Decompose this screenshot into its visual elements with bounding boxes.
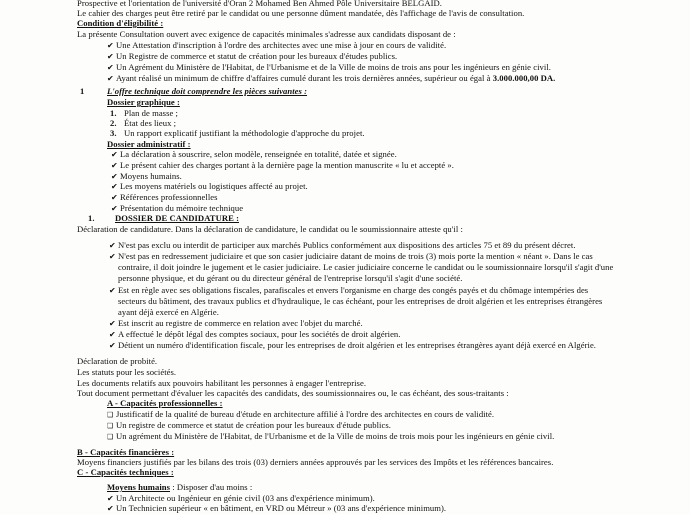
check-icon: ✔ [107, 52, 114, 61]
eligibility-item: ✔ Ayant réalisé un minimum de chiffre d'affaires cumulé durant les trois dernières années, supérieur ou égal à 3.000.000,00 DA. [107, 73, 556, 83]
candidature-item: ✔ A effectué le dépôt légal des comptes sociaux, pour les sociétés de droit algérien. [109, 329, 401, 339]
check-icon: ✔ [107, 74, 114, 83]
intro-line-2: Le cahier des charges peut être retiré par le candidat ou une personne dûment mandatée, dès l'affichage de l'avis de consultation. [77, 8, 525, 18]
candidature-heading: 1. DOSSIER DE CANDIDATURE : [88, 213, 239, 223]
candidature-item: ✔ N'est pas en redressement judiciaire et que son casier judiciaire datant de moins de trois (3) mois porte la mention « néant ». Dans le cas [109, 251, 593, 261]
human-item: ✔ Un Technicien supérieur « en bâtiment, en VRD ou Métreur » (03 ans d'expérience minimum). [107, 503, 447, 513]
candidature-item: ✔ Détient un numéro d'identification fiscale, pour les entreprises de droit algérien et les entreprises étrangères ayant déjà exercé en Algérie. [109, 340, 597, 350]
graphic-item: 3. Un rapport explicatif justifiant la méthodologie d'approche du projet. [110, 128, 365, 138]
admin-item: ✔ Présentation du mémoire technique [111, 203, 244, 213]
check-icon: ✔ [109, 252, 116, 261]
check-icon: ✔ [107, 41, 114, 50]
check-icon: ✔ [111, 204, 118, 213]
check-icon: ✔ [109, 341, 116, 350]
professional-item: ❑ Un agrément du Ministère de l'Habitat, de l'Urbanisme et de la Ville de moins de trois mois pour les ingénieurs en génie civil. [107, 431, 555, 441]
turnover-amount: 3.000.000,00 DA. [492, 73, 556, 83]
checkbox-icon: ❑ [107, 411, 114, 419]
human-means-heading: Moyens humains : Disposer d'au moins : [107, 482, 253, 492]
admin-item: ✔ La déclaration à souscrire, selon modèle, renseignée en totalité, datée et signée. [111, 149, 397, 159]
human-item: ✔ Un Architecte ou Ingénieur en génie civil (03 ans d'expérience minimum). [107, 493, 375, 503]
check-icon: ✔ [109, 241, 116, 250]
candidature-item-continued: ayant déjà exercé en Algérie. [118, 307, 219, 317]
candidature-item-continued: contraire, il doit joindre le jugement et le casier judiciaire. Le casier judiciaire concerne le candidat ou le soumissionnaire lorsqu'il s'agit d'une [118, 262, 614, 272]
powers-line: Les documents relatifs aux pouvoirs habilitant les personnes à engager l'entreprise. [77, 378, 367, 388]
admin-item: ✔ Les moyens matériels ou logistiques affecté au projet. [111, 181, 308, 191]
eligibility-item: ✔ Un Agrément du Ministère de l'Habitat, de l'Urbanisme et de la Ville de moins de trois ans pour les ingénieurs en génie civil. [107, 62, 551, 72]
admin-title: Dossier administratif : [107, 139, 191, 149]
checkbox-icon: ❑ [107, 433, 114, 441]
eligibility-heading: Condition d'éligibilité : [77, 18, 164, 28]
candidature-item: ✔ N'est pas exclu ou interdit de participer aux marchés Publics conformément aux dispositions des articles 75 et 89 du présent décret. [109, 240, 576, 250]
eligibility-item: ✔ Une Attestation d'inscription à l'ordre des architectes avec une mise à jour en cours de validité. [107, 40, 447, 50]
offer-heading: 1 L'offre technique doit comprendre les pièces suivantes : [80, 86, 308, 96]
candidature-item-continued: secteurs du bâtiment, des travaux publics et d'hydraulique, le cas échéant, pour les entreprises de droit algérien et les entreprises étrangères [118, 296, 603, 306]
check-icon: ✔ [107, 63, 114, 72]
probity-line: Déclaration de probité. [77, 356, 158, 366]
admin-item: ✔ Le présent cahier des charges portant à la dernière page la mention manuscrite « lu et accepté ». [111, 160, 454, 170]
professional-item: ❑ Justificatif de la qualité de bureau d'étude en architecture affilié à l'ordre des architectes en cours de validité. [107, 409, 495, 419]
check-icon: ✔ [111, 150, 118, 159]
capacities-technical-title: C - Capacités techniques : [77, 467, 174, 477]
capacities-financial-title: B - Capacités financières : [77, 447, 175, 457]
graphic-item: 2. État des lieux ; [110, 118, 177, 128]
candidature-item: ✔ Est en règle avec ses obligations fiscales, parafiscales et envers l'organisme en charge des congés payés et du chômage intempéries des [109, 285, 589, 295]
check-icon: ✔ [111, 161, 118, 170]
admin-item: ✔ Références professionnelles [111, 192, 218, 202]
eligibility-intro: La présente Consultation ouvert avec exigence de capacités minimales s'adresse aux candidats disposant de : [77, 29, 456, 39]
statuts-line: Les statuts pour les sociétés. [77, 367, 177, 377]
professional-item: ❑ Un registre de commerce et statut de création pour les bureaux d'étude publics. [107, 420, 391, 430]
check-icon: ✔ [111, 182, 118, 191]
eligibility-item: ✔ Un Registre de commerce et statut de création pour les bureaux d'études publics. [107, 51, 398, 61]
capacities-intro: Tout document permettant d'évaluer les capacités des candidats, des soumissionnaires ou, le cas échéant, des sous-traitants : [77, 388, 509, 398]
check-icon: ✔ [109, 330, 116, 339]
check-icon: ✔ [107, 504, 114, 513]
check-icon: ✔ [109, 319, 116, 328]
candidature-item: ✔ Est inscrit au registre de commerce en relation avec l'objet du marché. [109, 318, 363, 328]
graphic-title: Dossier graphique : [107, 97, 180, 107]
admin-item: ✔ Moyens humains. [111, 171, 182, 181]
candidature-intro: Déclaration de candidature. Dans la déclaration de candidature, le candidat ou le soumissionnaire atteste qu'il : [77, 224, 463, 234]
capacities-professional-title: A - Capacités professionnelles : [107, 398, 223, 408]
check-icon: ✔ [111, 193, 118, 202]
graphic-item: 1. Plan de masse ; [110, 108, 178, 118]
intro-line-1: Prospective et l'orientation de l'université d'Oran 2 Mohamed Ben Ahmed Pôle Universitaire BELGAID. [77, 0, 442, 8]
check-icon: ✔ [109, 286, 116, 295]
financial-text: Moyens financiers justifiés par les bilans des trois (03) derniers années approuvés par les services des Impôts et les références bancaires. [77, 457, 554, 467]
check-icon: ✔ [107, 494, 114, 503]
checkbox-icon: ❑ [107, 422, 114, 430]
check-icon: ✔ [111, 172, 118, 181]
candidature-item-continued: personne physique, et du gérant ou du directeur général de l'entreprise lorsqu'il s'agit d'une société. [118, 273, 463, 283]
